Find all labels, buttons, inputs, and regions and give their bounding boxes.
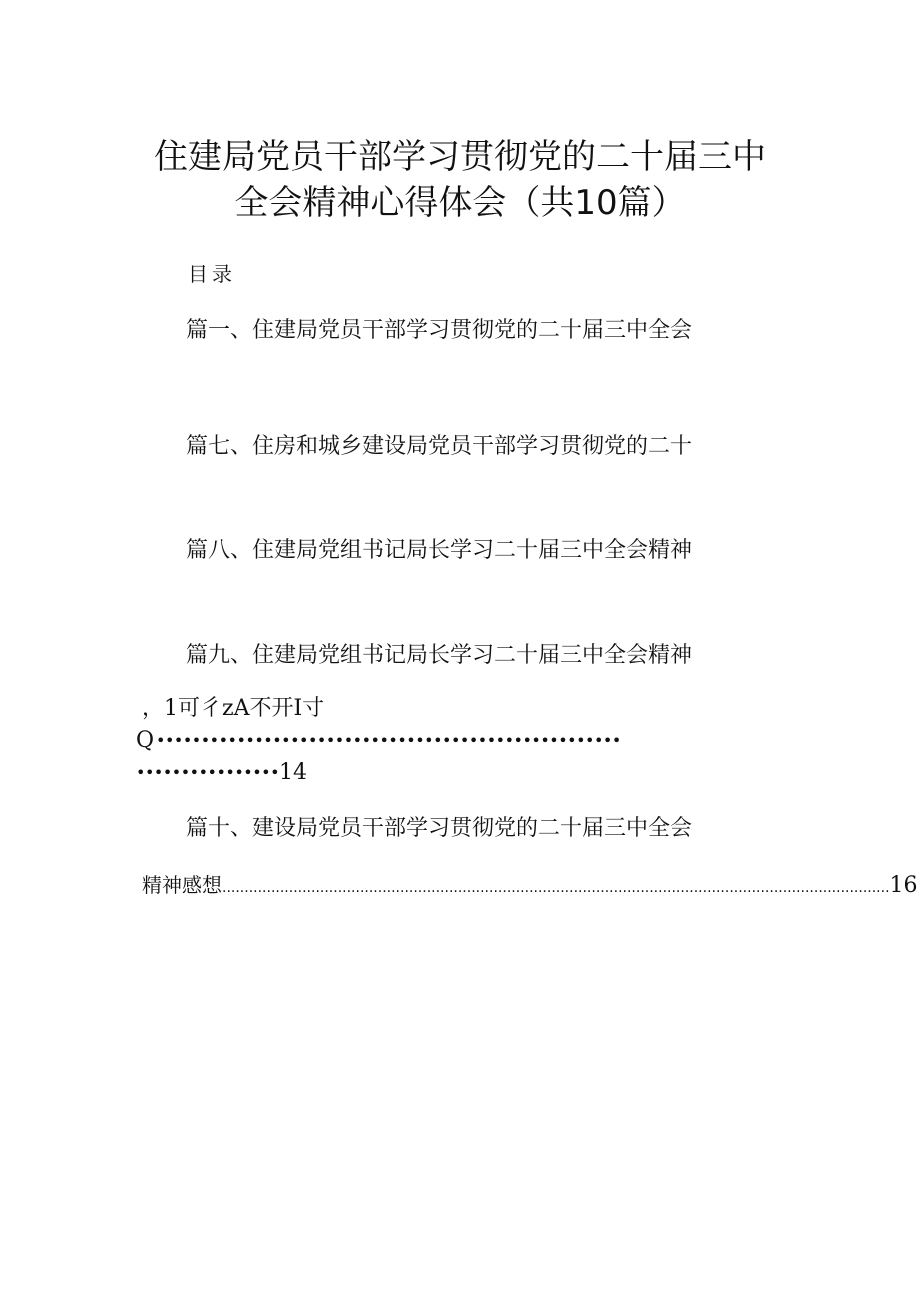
toc-entry-tail: 精神感想 [142, 873, 222, 897]
toc-entry[interactable]: 篇九、住建局党组书记局长学习二十届三中全会精神 [186, 643, 693, 668]
document-title-line-1: 住建局党员干部学习贯彻党的二十届三中 [154, 137, 766, 177]
toc-entry[interactable]: 篇八、住建局党组书记局长学习二十届三中全会精神 [186, 538, 693, 563]
document-title-line-2: 全会精神心得体会（共10篇） [234, 183, 686, 223]
dot-leader: •••••••••••••••• [136, 763, 279, 782]
toc-leader-row [136, 726, 621, 756]
toc-entry[interactable]: 篇十、建设局党员干部学习贯彻党的二十届三中全会 [186, 816, 693, 841]
toc-entry-continuation[interactable] [142, 871, 918, 902]
toc-page-number: 14 [279, 760, 307, 785]
garbled-text-line: ，1可彳zA不开I寸 [142, 696, 325, 721]
dot-leader: •••••••••••••••••••••••••••••••••••••••••••••••••••• [156, 731, 621, 750]
toc-entry[interactable]: 篇一、住建局党员干部学习贯彻党的二十届三中全会 [186, 318, 693, 343]
dot-leader: ...................................................................................................................................................... [222, 880, 890, 896]
toc-heading: 目录 [188, 262, 236, 286]
toc-entry[interactable]: 篇七、住房和城乡建设局党员干部学习贯彻党的二十 [186, 434, 693, 459]
toc-page-number: 16 [889, 873, 918, 898]
toc-leader-row [136, 758, 307, 788]
leader-prefix: Q [136, 728, 155, 753]
